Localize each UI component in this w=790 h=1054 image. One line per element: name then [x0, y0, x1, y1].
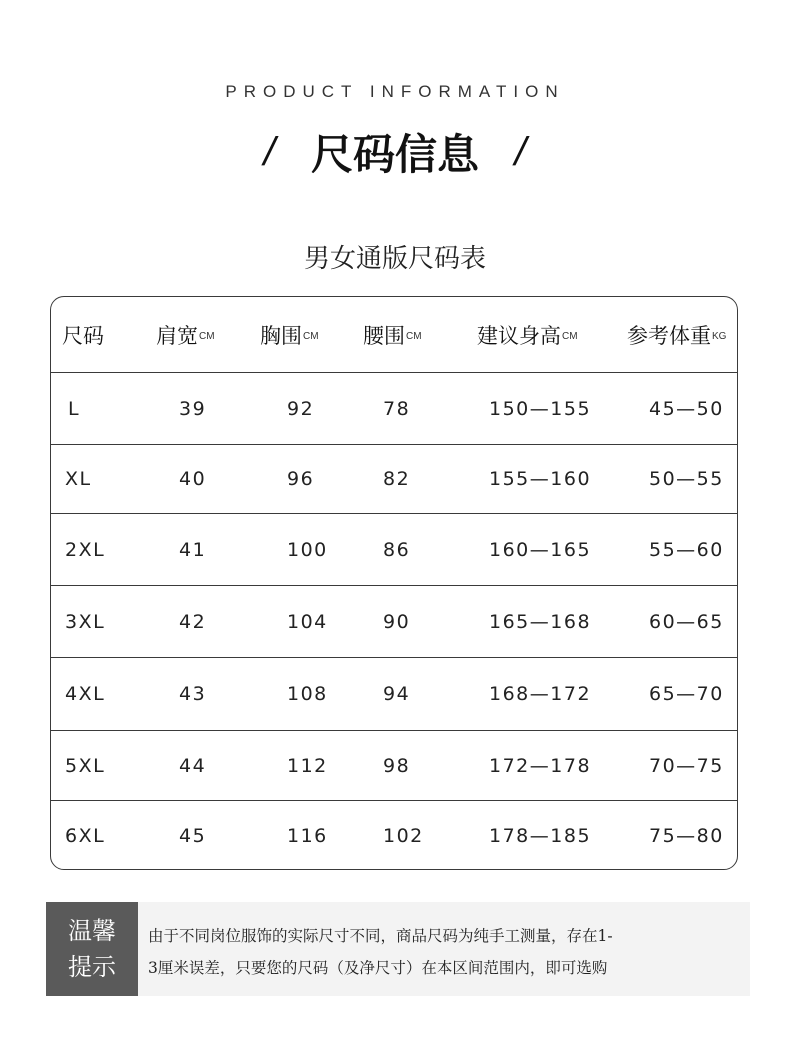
cell-chest: 116 — [287, 825, 328, 847]
header-weight: 参考体重 KG — [627, 323, 727, 348]
unit-label: CM — [562, 331, 578, 342]
notice-label-line: 提示 — [68, 953, 116, 981]
notice-text-line: 由于不同岗位服饰的实际尺寸不同，商品尺码为纯手工测量，存在1- — [148, 927, 613, 945]
cell-waist: 86 — [383, 538, 411, 561]
cell-size: 5XL — [65, 754, 106, 777]
cell-shoulder: 41 — [179, 538, 207, 561]
cell-weight: 60—65 — [649, 610, 724, 633]
notice-text — [148, 920, 740, 984]
unit-label: CM — [199, 331, 215, 342]
unit-label: CM — [406, 331, 422, 342]
size-chart-table — [50, 296, 738, 870]
cell-height: 150—155 — [489, 397, 592, 420]
cell-size: 2XL — [65, 538, 106, 561]
table-row — [51, 514, 737, 586]
cell-height: 160—165 — [489, 538, 592, 561]
cell-size: 4XL — [65, 683, 106, 705]
header-size: 尺码 — [62, 323, 104, 348]
notice-label — [46, 902, 138, 996]
cell-shoulder: 40 — [179, 468, 207, 490]
cell-size: 6XL — [65, 825, 106, 847]
cell-weight: 50—55 — [649, 468, 724, 490]
size-chart-title: 男女通版尺码表 — [303, 244, 486, 274]
table-row — [51, 658, 737, 731]
cell-weight: 70—75 — [649, 754, 724, 777]
table-row — [51, 373, 737, 445]
cell-shoulder: 44 — [179, 754, 207, 777]
cell-shoulder: 42 — [179, 610, 207, 633]
cell-waist: 94 — [383, 683, 411, 705]
cell-height: 165—168 — [489, 610, 592, 633]
title-slash-left: / — [259, 129, 280, 174]
cell-chest: 92 — [287, 397, 315, 420]
cell-waist: 90 — [383, 610, 411, 633]
cell-chest: 96 — [287, 468, 315, 490]
cell-height: 178—185 — [489, 825, 592, 847]
section-eyebrow: PRODUCT INFORMATION — [225, 82, 565, 101]
table-header-row — [51, 297, 737, 373]
notice-text-line: 3厘米误差，只要您的尺码（及净尺寸）在本区间范围内，即可选购 — [148, 959, 608, 977]
cell-waist: 82 — [383, 468, 411, 490]
header-chest: 胸围 CM — [260, 323, 319, 348]
notice-label-line: 温馨 — [68, 917, 116, 945]
cell-weight: 65—70 — [649, 683, 724, 705]
cell-height: 155—160 — [489, 468, 592, 490]
table-row — [51, 445, 737, 514]
header-height: 建议身高 CM — [477, 323, 578, 348]
header-waist: 腰围 CM — [363, 323, 422, 348]
notice-box — [46, 902, 750, 996]
cell-chest: 112 — [287, 754, 328, 777]
section-title — [0, 120, 790, 184]
header-shoulder: 肩宽 CM — [156, 323, 215, 348]
cell-chest: 100 — [287, 538, 328, 561]
cell-size: XL — [65, 468, 92, 490]
table-row — [51, 801, 737, 870]
table-row — [51, 586, 737, 658]
cell-chest: 108 — [287, 683, 328, 705]
cell-shoulder: 45 — [179, 825, 207, 847]
cell-size: L — [68, 397, 81, 420]
cell-weight: 45—50 — [649, 397, 724, 420]
cell-waist: 98 — [383, 754, 411, 777]
cell-waist: 78 — [383, 397, 411, 420]
cell-chest: 104 — [287, 610, 328, 633]
cell-shoulder: 39 — [179, 397, 207, 420]
cell-size: 3XL — [65, 610, 106, 633]
cell-weight: 75—80 — [649, 825, 724, 847]
unit-label: KG — [712, 331, 727, 342]
cell-height: 172—178 — [489, 754, 592, 777]
unit-label: CM — [303, 331, 319, 342]
cell-shoulder: 43 — [179, 683, 207, 705]
cell-waist: 102 — [383, 825, 424, 847]
table-row — [51, 731, 737, 801]
cell-weight: 55—60 — [649, 538, 724, 561]
page-title: 尺码信息 — [310, 130, 479, 179]
title-slash-right: / — [510, 129, 531, 174]
cell-height: 168—172 — [489, 683, 592, 705]
